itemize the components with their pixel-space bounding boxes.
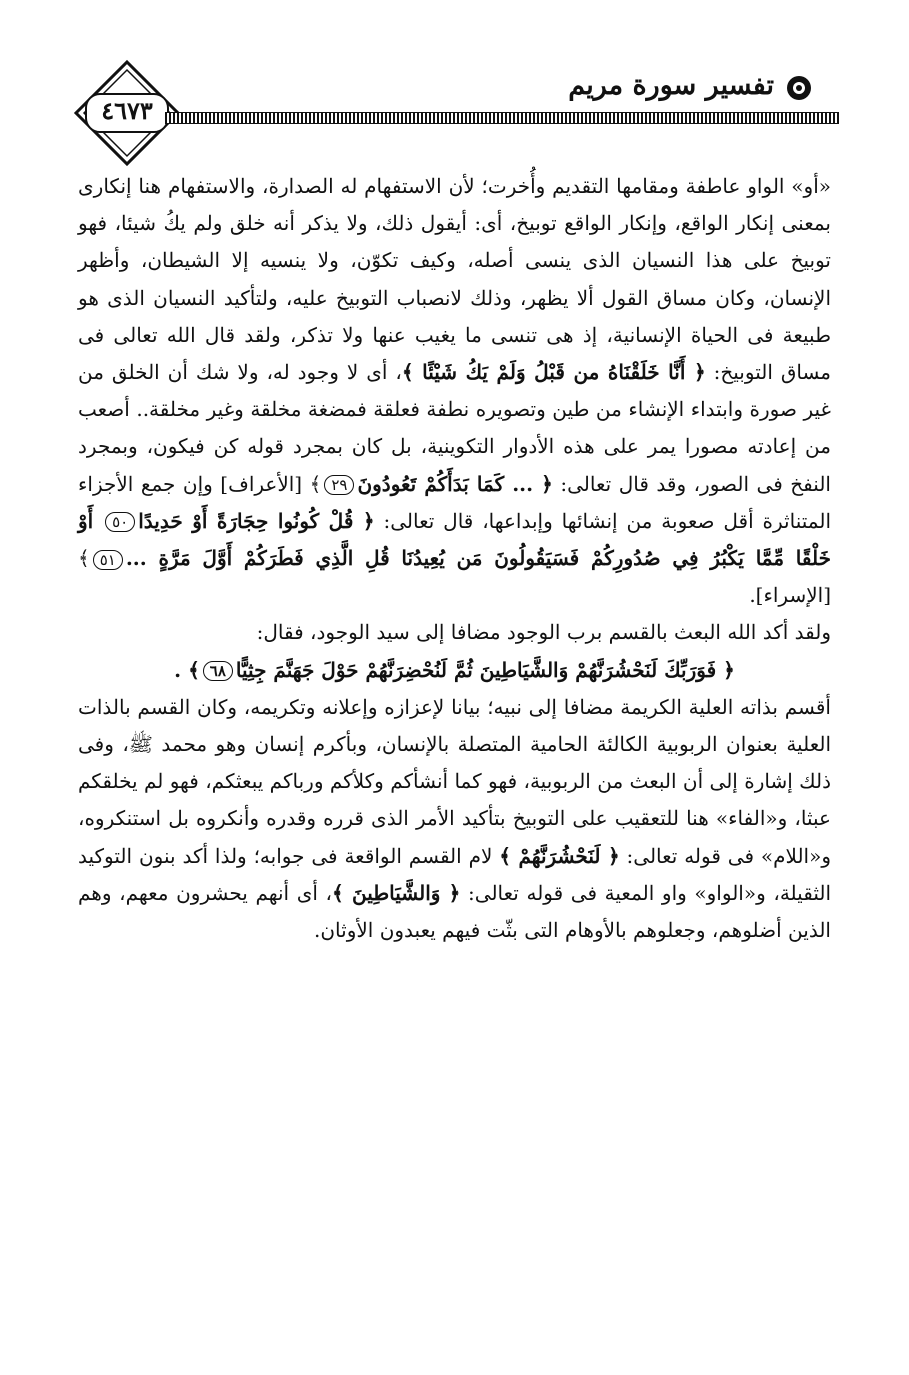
paragraph (78, 689, 831, 949)
quran-quote: ﴿ لَنَحْشُرَنَّهُمْ ﴾ (499, 843, 620, 868)
text-run: ، أى لا وجود له، ولا شك أن الخلق من غير صورة وابتداء الإنشاء من طين وتصويره نطفة فعلقة فمضغة مخلقة وغير مخلقة.. أصعب من إعادته مصورا يمر على هذه الأدوار التكوينية، بل كان بمجرد قوله كن فيكون، وبمجرد النفخ فى الصور، وقد قال تعالى: (78, 360, 831, 496)
quran-quote: أَوْ خَلْقًا مِّمَّا يَكْبُرُ فِي صُدُورِكُمْ فَسَيَقُولُونَ مَن يُعِيدُنَا قُلِ الَّذِي فَطَرَكُمْ أَوَّلَ مَرَّةٍ ... (78, 508, 831, 571)
ayah-number: ٥١ (93, 550, 123, 570)
quran-quote: ﴿ فَوَرَبِّكَ لَنَحْشُرَنَّهُمْ وَالشَّيَاطِينَ ثُمَّ لَنُحْضِرَنَّهُمْ حَوْلَ جَهَنَّمَ جِثِيًّا (235, 657, 735, 682)
flower-ornament-icon (785, 74, 813, 102)
text-run: لام القسم الواقعة فى جوابه؛ ولذا أكد بنون التوكيد الثقيلة، و«الواو» واو المعية فى قوله تعالى: (78, 843, 832, 905)
quran-verse-block (78, 652, 831, 689)
body-text (78, 168, 831, 949)
text-run: ﴾ [الإسراء]. (78, 546, 831, 608)
text-run: ﴾ . (174, 657, 200, 682)
running-header-title: تفسير سورة مريم (568, 70, 774, 101)
quran-quote: ﴿ وَالشَّيَاطِينَ ﴾ (332, 880, 461, 905)
paragraph (78, 168, 831, 614)
paragraph: ولقد أكد الله البعث بالقسم برب الوجود مضافا إلى سيد الوجود، فقال: (256, 620, 831, 645)
ayah-number: ٦٨ (203, 661, 233, 681)
text-run: ﴾ [الأعراف] وإن جمع الأجزاء المتناثرة أقل صعوبة من إنشائها وإبداعها، قال تعالى: (78, 471, 832, 533)
quran-quote: ﴿ أَنَّا خَلَقْنَاهُ من قَبْلُ وَلَمْ يَكُ شَيْئًا ﴾ (401, 360, 706, 385)
text-run: «أو» الواو عاطفة ومقامها التقديم وأُخرت؛ لأن الاستفهام له الصدارة، والاستفهام هنا إنكارى بمعنى إنكار الواقع، وإنكار الواقع توبيخ، أى: أيقول ذلك، ولا يذكر أنه خلق ولم يكُ شيئا، فهو توبيخ على هذا النسيان الذى ينسى أصله، وكيف تكوّن، ولا ينسيه إلا الشيطان، وأظهر الإنسان، وكان مساق القول ألا يظهر، وذلك لانصباب التوبيخ عليه، ولتأكيد النسيان الذى هو طبيعة فى الحياة الإنسانية، إذ هى تنسى ما يغيب عنها ولا تذكر، ولقد قال الله تعالى فى مساق التوبيخ: (78, 174, 831, 385)
text-run: ، أى أنهم يحشرون معهم، وهم الذين أضلوهم، وجعلوهم بالأوهام التى بثّت فيهم يعبدون الأوثان. (78, 880, 831, 943)
ayah-number: ٢٩ (324, 475, 354, 495)
text-run: أقسم بذاته العلية الكريمة مضافا إلى نبيه؛ بيانا لإعزازه وإعلانه وتكريمه، وكان القسم بالذات العلية بعنوان الربوبية الكالئة الحامية المتصلة بالإنسان، وبأكرم إنسان وهو محمد ﷺ، وفى ذلك إشارة إلى أن البعث من الربوبية، فهو كما أنشأكم وكلأكم ورباكم يبعثكم، فهو لم يخلقكم عبثا، و«الفاء» هنا للتعقيب على التوبيخ بتأكيد الأمر الذى قرره وقدره وأنكروه بل استنكروه، و«اللام» فى قوله تعالى: (78, 694, 831, 868)
header-rule (165, 112, 839, 124)
ayah-number: ٥٠ (105, 512, 135, 532)
page-number: ٤٦٧٣ (101, 96, 153, 125)
quran-quote: ﴿ قُلْ كُونُوا حِجَارَةً أَوْ حَدِيدًا (138, 508, 375, 533)
quran-quote: ﴿ ... كَمَا بَدَأَكُمْ تَعُودُونَ (357, 471, 553, 496)
